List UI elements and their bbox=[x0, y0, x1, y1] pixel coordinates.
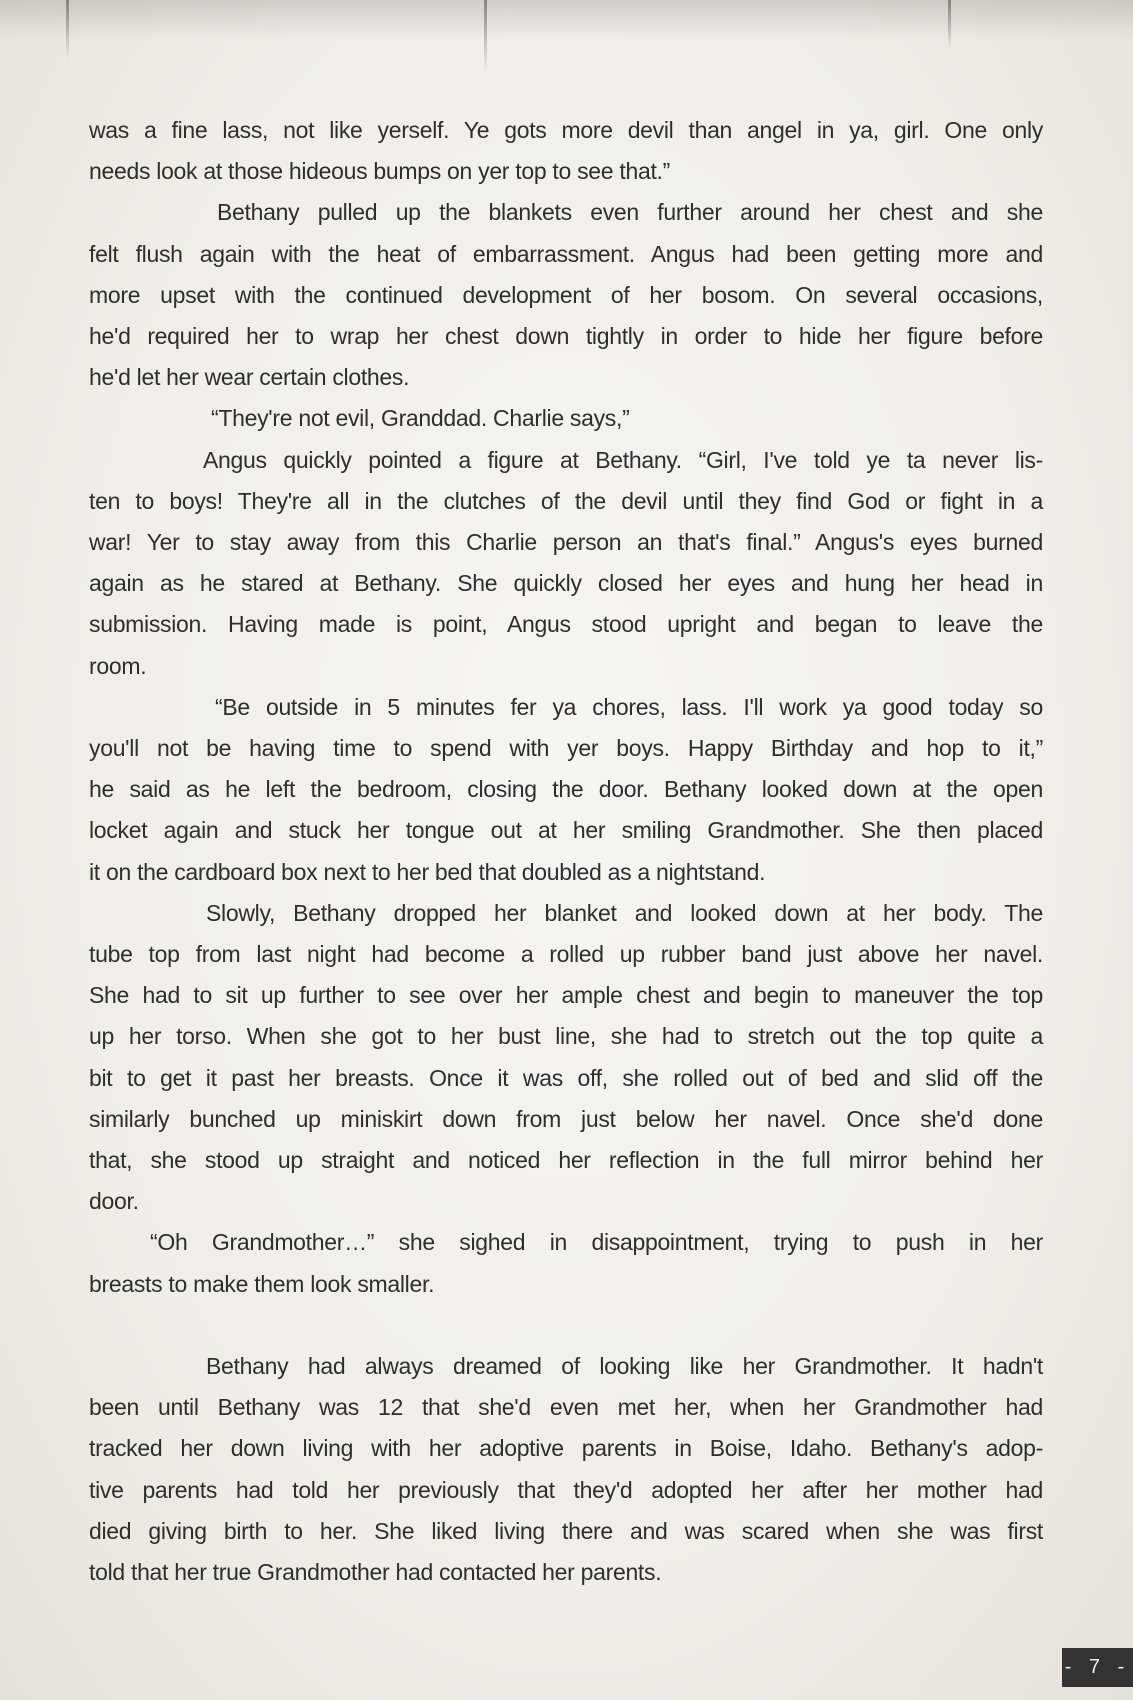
text-line: Angus quickly pointed a figure at Bethany. “Girl, I've told ye ta never lis- bbox=[203, 446, 1043, 473]
paragraph bbox=[89, 192, 1043, 398]
text-line: similarly bunched up miniskirt down from just below her navel. Once she'd done bbox=[89, 1105, 1043, 1132]
text-line: ten to boys! They're all in the clutches of the devil until they find God or fight in a bbox=[89, 487, 1043, 514]
text-line: died giving birth to her. She liked living there and was scared when she was first bbox=[89, 1517, 1043, 1544]
text-line: She had to sit up further to see over her ample chest and begin to maneuver the top bbox=[89, 982, 1043, 1009]
text-line: Slowly, Bethany dropped her blanket and looked down at her body. The bbox=[206, 899, 1043, 926]
paragraph bbox=[89, 110, 1043, 192]
text-line: again as he stared at Bethany. She quickly closed her eyes and hung her head in bbox=[89, 570, 1043, 597]
text-line: he said as he left the bedroom, closing the door. Bethany looked down at the open bbox=[89, 776, 1043, 803]
text-line: up her torso. When she got to her bust line, she had to stretch out the top quite a bbox=[89, 1023, 1043, 1050]
paper-streak bbox=[66, 0, 69, 60]
text-line: he'd let her wear certain clothes. bbox=[89, 364, 410, 391]
paper-streak bbox=[484, 0, 487, 75]
text-line: tube top from last night had become a rolled up rubber band just above her navel. bbox=[89, 941, 1043, 968]
text-line: more upset with the continued development of her bosom. On several occasions, bbox=[89, 281, 1043, 308]
text-line: bit to get it past her breasts. Once it was off, she rolled out of bed and slid off the bbox=[89, 1064, 1043, 1091]
text-line: been until Bethany was 12 that she'd even met her, when her Grandmother had bbox=[89, 1394, 1043, 1421]
paragraph bbox=[89, 1346, 1043, 1593]
text-line: “They're not evil, Granddad. Charlie says,” bbox=[211, 405, 630, 432]
paragraph-gap bbox=[89, 1305, 1043, 1346]
text-line: Bethany pulled up the blankets even further around her chest and she bbox=[217, 199, 1043, 226]
page-number: - 7 - bbox=[1062, 1648, 1133, 1687]
text-line: door. bbox=[89, 1188, 139, 1215]
body-text bbox=[89, 110, 1043, 1593]
text-line: tive parents had told her previously that they'd adopted her after her mother had bbox=[89, 1476, 1043, 1503]
paragraph bbox=[89, 398, 1043, 439]
text-line: told that her true Grandmother had contacted her parents. bbox=[89, 1559, 662, 1586]
text-line: war! Yer to stay away from this Charlie person an that's final.” Angus's eyes burned bbox=[89, 529, 1043, 556]
text-line: “Oh Grandmother…” she sighed in disappointment, trying to push in her bbox=[150, 1229, 1043, 1256]
text-line: he'd required her to wrap her chest down tightly in order to hide her figure before bbox=[89, 323, 1043, 350]
paragraph bbox=[89, 687, 1043, 893]
text-line: that, she stood up straight and noticed her reflection in the full mirror behind her bbox=[89, 1147, 1043, 1174]
text-line: you'll not be having time to spend with yer boys. Happy Birthday and hop to it,” bbox=[89, 735, 1043, 762]
paragraph bbox=[89, 893, 1043, 1223]
text-line: “Be outside in 5 minutes fer ya chores, lass. I'll work ya good today so bbox=[215, 693, 1043, 720]
text-line: tracked her down living with her adoptive parents in Boise, Idaho. Bethany's adop- bbox=[89, 1435, 1043, 1462]
text-line: room. bbox=[89, 652, 147, 679]
text-line: was a fine lass, not like yerself. Ye gots more devil than angel in ya, girl. One only bbox=[89, 117, 1043, 143]
paragraph bbox=[89, 1222, 1043, 1304]
text-line: it on the cardboard box next to her bed that doubled as a nightstand. bbox=[89, 858, 766, 885]
paragraph bbox=[89, 440, 1043, 687]
paper-texture bbox=[0, 0, 1133, 40]
text-line: Bethany had always dreamed of looking like her Grandmother. It hadn't bbox=[206, 1353, 1043, 1380]
text-line: breasts to make them look smaller. bbox=[89, 1270, 435, 1297]
text-line: felt flush again with the heat of embarrassment. Angus had been getting more and bbox=[89, 240, 1043, 267]
paper-streak bbox=[948, 0, 951, 50]
text-line: needs look at those hideous bumps on yer top to see that.” bbox=[89, 158, 670, 185]
text-line: locket again and stuck her tongue out at her smiling Grandmother. She then placed bbox=[89, 817, 1043, 844]
text-line: submission. Having made is point, Angus stood upright and began to leave the bbox=[89, 611, 1043, 638]
